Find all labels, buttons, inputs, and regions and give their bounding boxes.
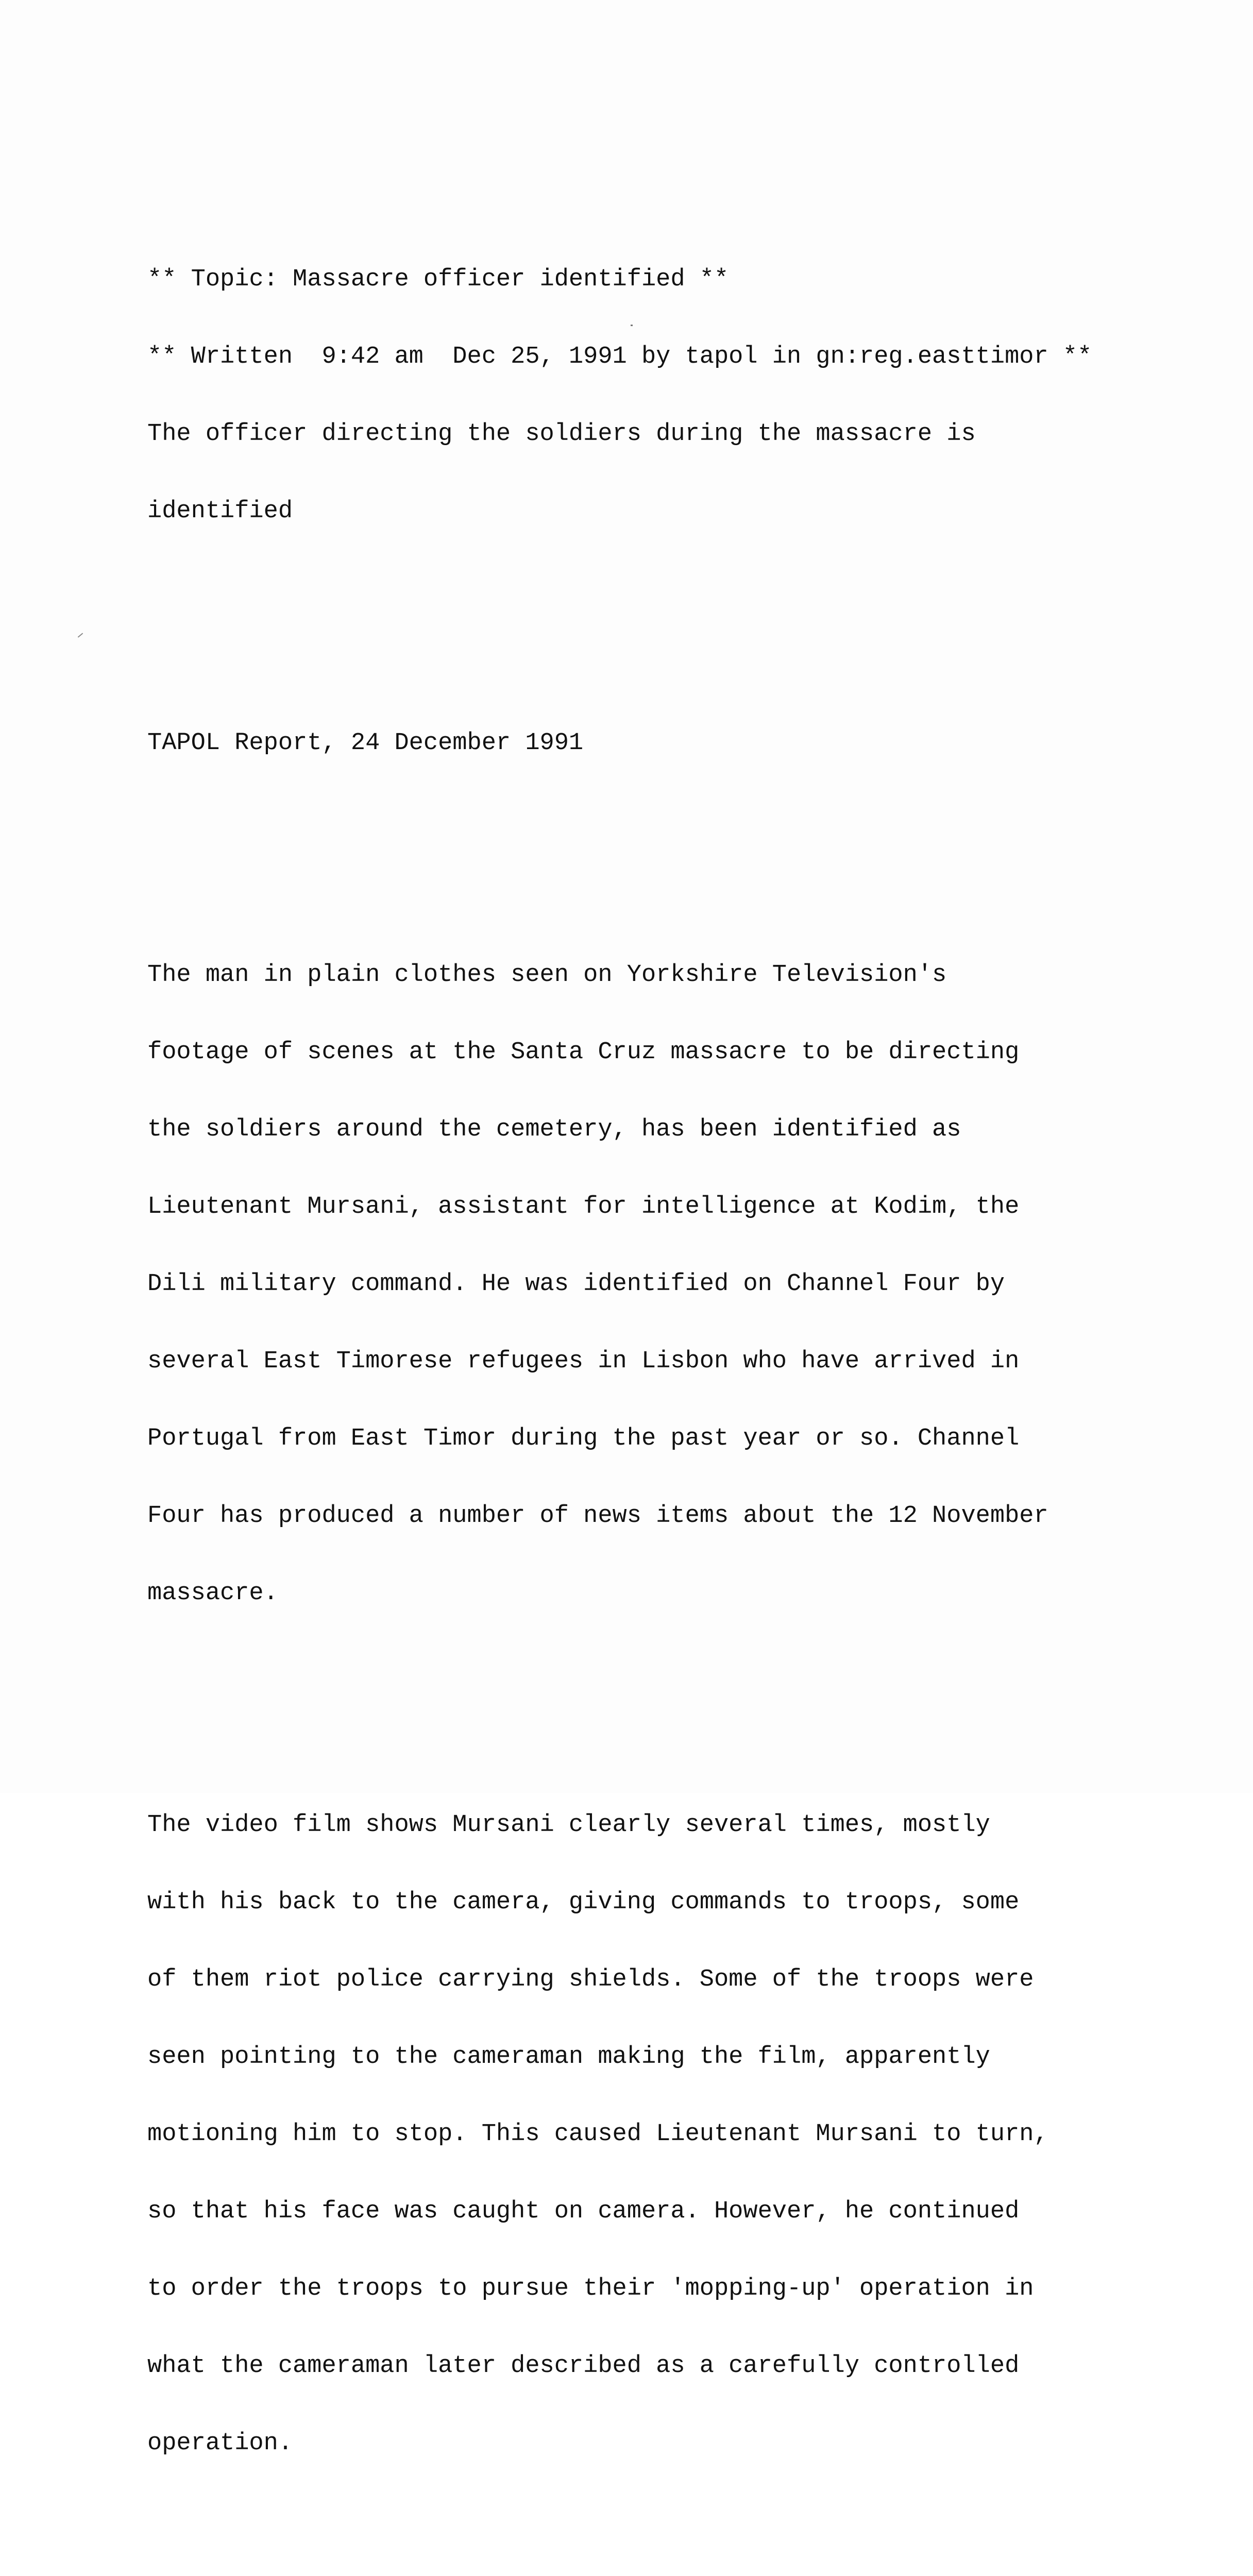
paragraph-2 [147, 1761, 1229, 2508]
text-line: Lieutenant Mursani, assistant for intelligence at Kodim, the [147, 1193, 1020, 1221]
document-body [147, 164, 1229, 2576]
text-line: seen pointing to the cameraman making the film, apparently [147, 2043, 990, 2071]
text-line: the soldiers around the cemetery, has been identified as [147, 1116, 961, 1143]
header-line: ** Topic: Massacre officer identified ** [147, 266, 729, 293]
text-line: Four has produced a number of news items about the 12 November [147, 1502, 1048, 1530]
header-line: ** Written 9:42 am Dec 25, 1991 by tapol in gn:reg.easttimor ** [147, 343, 1092, 370]
report-line [147, 679, 1229, 808]
text-line: Dili military command. He was identified on Channel Four by [147, 1270, 1005, 1298]
text-line: motioning him to stop. This caused Lieutenant Mursani to turn, [147, 2121, 1048, 2148]
text-line: so that his face was caught on camera. However, he continued [147, 2198, 1020, 2225]
text-line: to order the troops to pursue their 'mopping-up' operation in [147, 2275, 1034, 2302]
text-line: several East Timorese refugees in Lisbon who have arrived in [147, 1348, 1020, 1375]
text-line: Portugal from East Timor during the past year or so. Channel [147, 1425, 1020, 1452]
paragraph-1 [147, 911, 1229, 1658]
text-line: The man in plain clothes seen on Yorkshire Television's [147, 961, 947, 989]
text-line: operation. [147, 2430, 293, 2457]
scan-mark [78, 633, 83, 637]
message-header [147, 215, 1229, 576]
text-line: The video film shows Mursani clearly several times, mostly [147, 1811, 990, 1839]
report-date-line: TAPOL Report, 24 December 1991 [147, 730, 584, 757]
header-line: The officer directing the soldiers during the massacre is [147, 420, 976, 448]
text-line: with his back to the camera, giving commands to troops, some [147, 1889, 1020, 1916]
text-line: what the cameraman later described as a carefully controlled [147, 2352, 1020, 2380]
text-line: footage of scenes at the Santa Cruz massacre to be directing [147, 1039, 1020, 1066]
text-line: of them riot police carrying shields. Some of the troops were [147, 1966, 1034, 1993]
header-line: identified [147, 498, 293, 525]
text-line: massacre. [147, 1580, 278, 1607]
